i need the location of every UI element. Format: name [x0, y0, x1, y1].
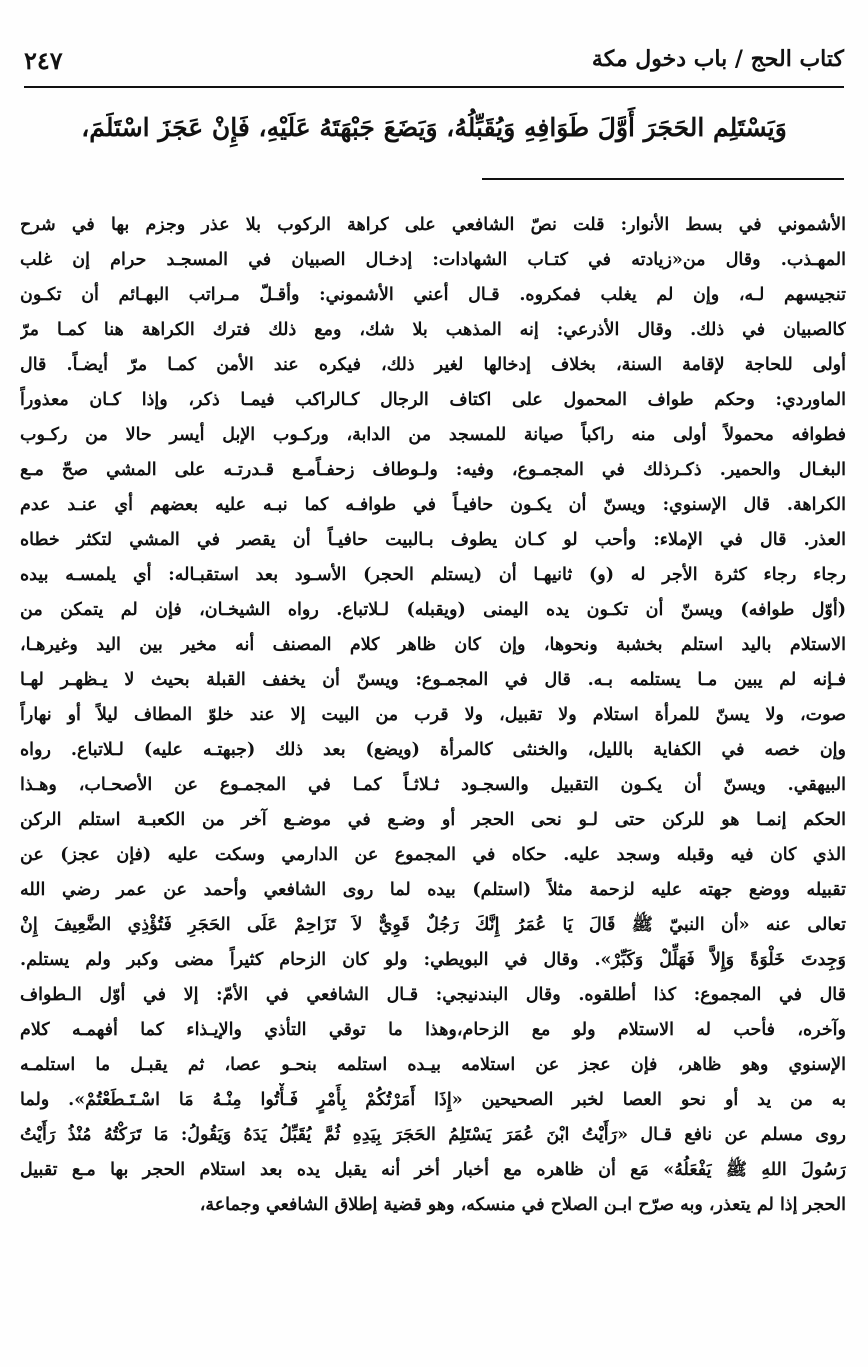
commentary-line: وَجِدتَ خَلْوَةً وَإِلاَّ فَهَلِّلْ وَكَبِّرْ». وقال في البويطي: ولو كان الزحام كثيراً مضى وكبر ولم يستلم.: [20, 950, 846, 970]
commentary-line: الماوردي: وحكم طواف المحمول على اكتاف الرجال كـالراكب فيمـا ذكر، وإذا كـان معذوراً: [20, 390, 846, 410]
matn-text: وَيَسْتَلِم الحَجَرَ أَوَّلَ طَوَافِهِ وَيُقَبِّلُهُ، وَيَضَعَ جَبْهَتَهُ عَلَيْهِ، فَإِنْ عَجَزَ اسْتَلَمَ،: [81, 113, 787, 142]
commentary-line: فطوافه محمولاً أولى منه راكباً صيانة للمسجد من الدابة، وركـوب الإبل أيسر حالا من ركـوب: [20, 425, 846, 445]
commentary-text: [20, 208, 846, 1223]
commentary-line: صوت، ولا يسنّ للمرأة استلام ولا تقبيل، ولا قرب من البيت إلا عند خلوّ المطاف ليلاً أو نهاراً: [20, 705, 846, 725]
commentary-line: فـإنه لم يبين مـا يستلمه بـه. قال في المجمـوع: ويسنّ أن يخفف القبلة بحيث لا يـظهـر لهـا: [20, 670, 846, 690]
page-header: [24, 44, 844, 88]
commentary-line: قال في المجموع: كذا أطلقوه. وقال البندنيجي: قـال الشافعي في الأمّ: إلا في أوّل الـطواف: [20, 985, 846, 1005]
commentary-line: الحكم إنمـا هو للركن حتى لـو نحى الحجر أو وضـع في موضـع آخر من الكعبـة استلم الركن: [20, 810, 846, 830]
commentary-line: الإسنوي وهو ظاهر، فإن عجز عن استلامه بيـده استلمه بنحـو عصا، ثم يقبـل ما استلمـه: [20, 1055, 846, 1075]
commentary-line: البغـال والحمير. ذكـرذلك في المجمـوع، وفيه: ولـوطاف زحفـاًمـع قـدرتـه على المشي صحّ مـع: [20, 460, 846, 480]
commentary-line: رجاء رجاء كثرة الأجر له (و) ثانيهـا أن (يستلم الحجر) الأسـود بعد استقبـاله: أي يلمسـه بيده: [20, 565, 846, 585]
commentary-line: تعالى عنه «أن النبيّ ﷺ قَالَ يَا عُمَرُ إِنَّكَ رَجُلٌ قَوِيٌّ لاَ تَزَاحِمْ عَلَى الحَجَرِ فَتُؤْذِي الضَّعِيفَ إِنْ: [20, 915, 846, 935]
commentary-line: الاستلام باليد استلم بخشبة ونحوها، وإن كان ظاهر كلام المصنف أنه مخير بين اليد وغيرهـا،: [20, 635, 846, 655]
running-title: كتاب الحج / باب دخول مكة: [591, 46, 844, 72]
commentary-line: الحجر إذا لم يتعذر، وبه صرّح ابـن الصلاح في منسكه، وهو قضية إطلاق الشافعي وجماعة،: [199, 1195, 846, 1215]
commentary-line: البيهقي. ويسنّ أن يكـون التقبيل والسجـود ثـلاثـاً كمـا في المجمـوع عن الأصحـاب، وهـذا: [20, 775, 846, 795]
commentary-line: الكراهة. قال الإسنوي: ويسنّ أن يكـون حافيـاً في طوافـه كما نبـه عليه بعضهم أي عنـد عدم: [20, 495, 846, 515]
commentary-line: تنجيسهم لـه، وإن لم يغلب فمكروه. قـال أعني الأشموني: وأقـلّ مـراتب البهـائم أن تكـون: [20, 285, 846, 305]
commentary-line: وآخره، فأحب له الاستلام ولو مع الزحام،وهذا ما توقي التأذي والإيـذاء كما أفهمـه كلام: [20, 1020, 846, 1040]
commentary-line: العذر. قال في الإملاء: وأحب لو كـان يطوف بـالبيت حافيـاً أن يقصر في المشي لتكثر خطاه: [20, 530, 846, 550]
commentary-line: رَسُولَ اللهِ ﷺ يَفْعَلُهُ» مَع أن ظاهره مع أخبار أخر أنه يقبل يده بعد استلام الحجر بها مـع تقبيل: [20, 1160, 846, 1180]
commentary-line: به من يد أو نحو العصا لخبر الصحيحين «إِذَا أَمَرْتُكُمْ بِأَمْرٍ فَـأْتُوا مِنْـهُ مَا اسْـتَـطَعْتُمْ». ولما: [20, 1090, 846, 1110]
footnote-separator: [482, 178, 844, 180]
commentary-line: روى مسلم عن نافع قـال «رَأَيْتُ ابْنَ عُمَرَ يَسْتَلِمُ الحَجَرَ بِيَدِهِ ثُمَّ يُقَبِّلُ يَدَهُ وَيَقُولُ: مَا تَرَكْتُهُ مُنْذُ رَأَيْتُ: [20, 1125, 846, 1145]
commentary-line: المهـذب. وقال من«زيادته في كتـاب الشهادات: إدخـال الصبيان في المسجـد حرام إن غلب: [20, 250, 846, 270]
commentary-line: تقبيله ووضع جهته عليه لزحمة مثلاً (استلم) بيده لما روى الشافعي وأحمد عن عمر رضي الله: [20, 880, 846, 900]
page-number: ٢٤٧: [24, 46, 63, 75]
commentary-line: الأشموني في بسط الأنوار: قلت نصّ الشافعي على كراهة الركوب بلا عذر وجزم بها في شرح: [20, 215, 846, 235]
commentary-line: الذي كان فيه وقبله وسجد عليه. حكاه في المجموع عن الدارمي وسكت عليه (فإن عجز) عن: [20, 845, 846, 865]
commentary-line: (أوّل طوافه) ويسنّ أن تكـون يده اليمنى (ويقبله) لـلاتباع. رواه الشيخـان، فإن لم يتمكن من: [20, 600, 846, 620]
commentary-line: كالصبيان في ذلك. وقال الأذرعي: إنه المذهب بلا شك، ومع ذلك فترك الكراهة هنا كمـا مرّ: [20, 320, 846, 340]
commentary-line: أولى للحاجة لإقامة السنة، بخلاف إدخالها لغير ذلك، فيكره عند الأمن كمـا مرّ أيضـاً. قال: [20, 355, 846, 375]
commentary-line: وإن خصه في الكفاية بالليل، والخنثى كالمرأة (ويضع) بعد ذلك (جبهتـه عليه) لـلاتباع. رواه: [20, 740, 846, 760]
